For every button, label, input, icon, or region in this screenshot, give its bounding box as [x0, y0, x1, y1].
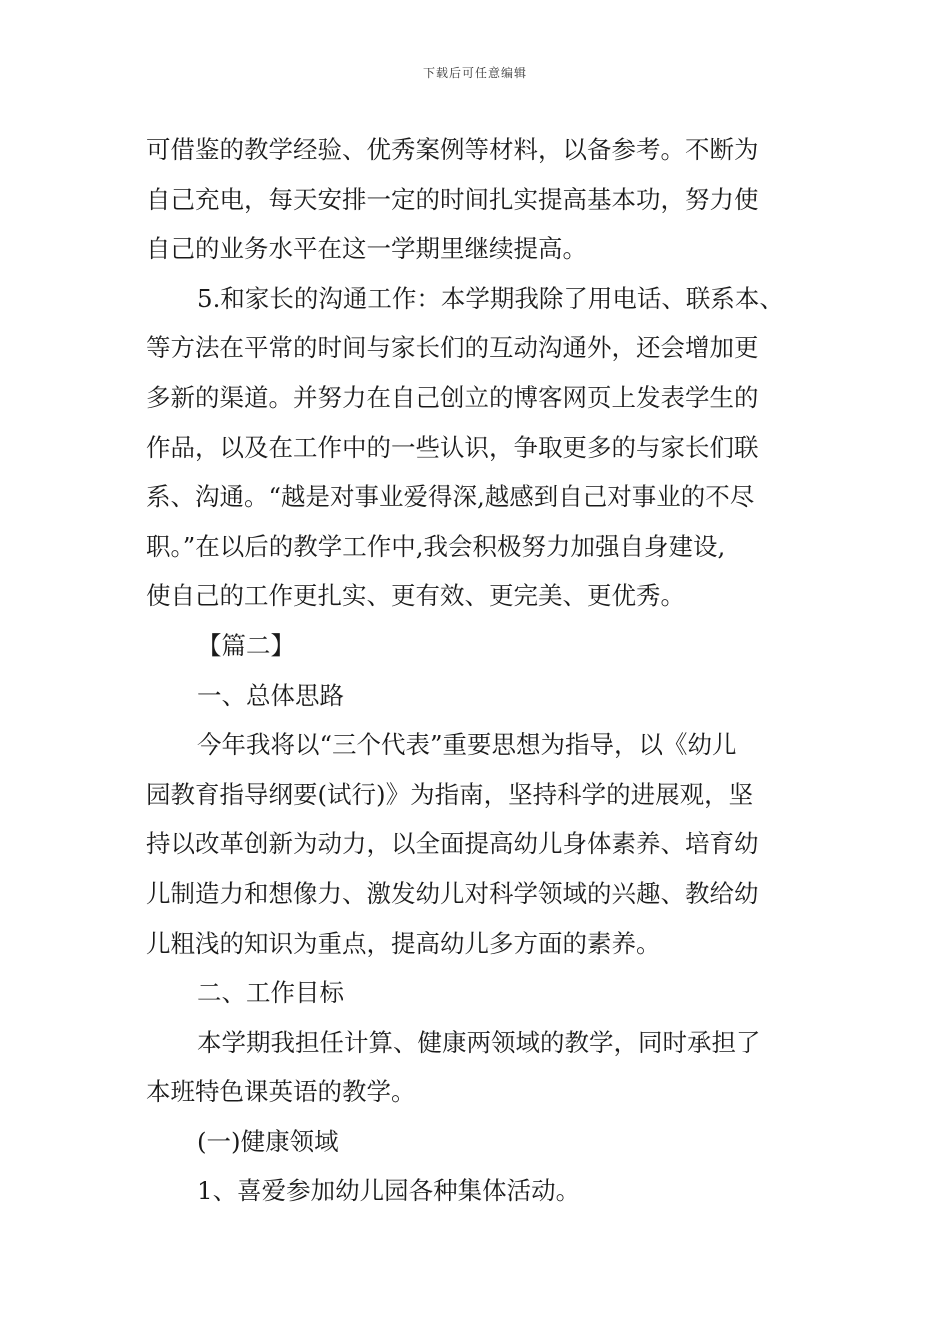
text-line: 园教育指导纲要(试行)》为指南，坚持科学的进展观，坚 — [146, 779, 754, 809]
document-body — [146, 125, 826, 1216]
page-header: 下载后可任意编辑 — [422, 66, 527, 80]
text-line: 多新的渠道。并努力在自己创立的博客网页上发表学生的 — [146, 382, 759, 412]
text-line: 本班特色课英语的教学。 — [146, 1077, 416, 1107]
text-line: 5.和家长的沟通工作：本学期我除了用电话、联系本、 — [197, 283, 784, 313]
text-line: 可借鉴的教学经验、优秀案例等材料，以备参考。不断为 — [146, 135, 759, 164]
text-line: 本学期我担任计算、健康两领域的教学，同时承担了 — [197, 1027, 761, 1057]
text-line: 自己充电，每天安排一定的时间扎实提高基本功，努力使 — [146, 184, 759, 214]
text-line: 等方法在平常的时间与家长们的互动沟通外，还会增加更 — [146, 333, 759, 363]
text-line: 自己的业务水平在这一学期里继续提高。 — [146, 234, 587, 264]
text-line: 1、喜爱参加幼儿园各种集体活动。 — [197, 1176, 581, 1206]
text-line: 作品，以及在工作中的一些认识，争取更多的与家长们联 — [146, 432, 759, 462]
text-line: 【篇二】 — [197, 630, 295, 660]
text-line: 职。”在以后的教学工作中,我会积极努力加强自身建设, — [146, 531, 726, 561]
text-line: 今年我将以“三个代表”重要思想为指导，以《幼儿 — [197, 730, 737, 760]
text-line: 儿粗浅的知识为重点，提高幼儿多方面的素养。 — [146, 928, 661, 958]
text-line: 二、工作目标 — [197, 978, 344, 1008]
text-line: 一、总体思路 — [197, 680, 344, 710]
text-line: (一)健康领域 — [197, 1126, 339, 1156]
text-line: 系、沟通。“越是对事业爱得深,越感到自己对事业的不尽 — [146, 482, 755, 512]
text-line: 儿制造力和想像力、激发幼儿对科学领域的兴趣、教给幼 — [146, 878, 759, 908]
text-line: 持以改革创新为动力，以全面提高幼儿身体素养、培育幼 — [146, 829, 759, 859]
text-line: 使自己的工作更扎实、更有效、更完美、更优秀。 — [146, 581, 685, 611]
